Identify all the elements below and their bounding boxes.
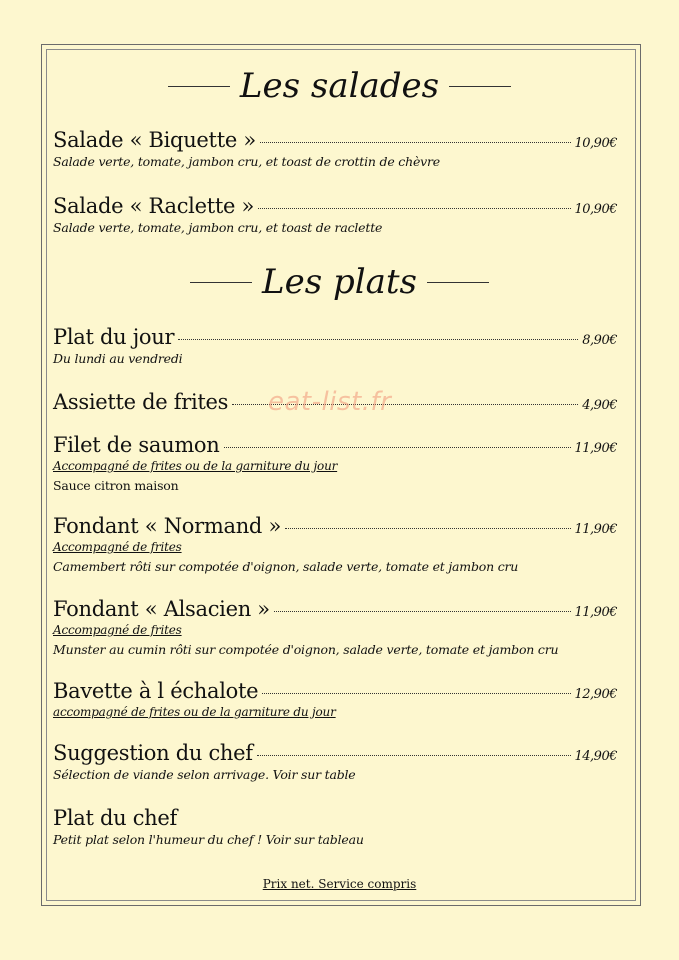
item-price: 8,90€ — [582, 333, 617, 348]
item-side-note: accompagné de frites ou de la garniture du jour — [53, 705, 336, 719]
item-price: 12,90€ — [574, 687, 617, 702]
title-rule-right — [427, 282, 489, 283]
menu-item-plat-du-jour — [53, 325, 623, 368]
item-price: 11,90€ — [574, 522, 617, 537]
item-description: Salade verte, tomate, jambon cru, et toast de raclette — [53, 220, 383, 235]
dot-leader — [258, 208, 570, 209]
item-name: Fondant « Normand » — [53, 514, 281, 538]
menu-item-fondant-normand — [53, 514, 623, 576]
item-description: Salade verte, tomate, jambon cru, et toast de crottin de chèvre — [53, 154, 440, 169]
item-description: Munster au cumin rôti sur compotée d'oignon, salade verte, tomate et jambon cru — [53, 642, 559, 657]
item-description: Du lundi au vendredi — [53, 351, 183, 366]
item-name: Fondant « Alsacien » — [53, 597, 270, 621]
menu-item-fondant-alsacien — [53, 597, 623, 659]
item-description: Sélection de viande selon arrivage. Voir sur table — [53, 767, 356, 782]
item-name: Salade « Raclette » — [53, 194, 255, 218]
section-title-text: Les salades — [239, 66, 440, 106]
section-title-salades — [0, 66, 679, 106]
dot-leader — [224, 447, 571, 448]
dot-leader — [260, 142, 571, 143]
menu-item-suggestion-du-chef — [53, 741, 623, 784]
section-title-plats — [0, 262, 679, 302]
item-description: Sauce citron maison — [53, 478, 179, 493]
item-side-note: Accompagné de frites — [53, 540, 182, 554]
footer-note: Prix net. Service compris — [262, 877, 417, 891]
menu-item-bavette — [53, 679, 623, 722]
item-price: 11,90€ — [574, 605, 617, 620]
item-name: Assiette de frites — [53, 390, 229, 414]
watermark: eat-list.fr — [268, 387, 392, 417]
dot-leader — [178, 339, 578, 340]
dot-leader — [285, 528, 571, 529]
menu-item-plat-du-chef — [53, 806, 623, 849]
item-name: Plat du chef — [53, 806, 178, 830]
item-name: Salade « Biquette » — [53, 128, 256, 152]
item-side-note: Accompagné de frites — [53, 623, 182, 637]
title-rule-left — [190, 282, 252, 283]
item-name: Filet de saumon — [53, 433, 220, 457]
item-side-note: Accompagné de frites ou de la garniture du jour — [53, 459, 338, 473]
dot-leader — [262, 693, 570, 694]
menu-item-salade-biquette — [53, 128, 623, 171]
title-rule-right — [449, 86, 511, 87]
title-rule-left — [168, 86, 230, 87]
menu-item-salade-raclette — [53, 194, 623, 237]
item-name: Plat du jour — [53, 325, 175, 349]
item-name: Bavette à l échalote — [53, 679, 259, 703]
item-price: 4,90€ — [582, 398, 617, 413]
item-name: Suggestion du chef — [53, 741, 253, 765]
dot-leader — [257, 755, 571, 756]
item-description: Petit plat selon l'humeur du chef ! Voir sur tableau — [53, 832, 364, 847]
section-title-text: Les plats — [262, 262, 417, 302]
dot-leader — [274, 611, 571, 612]
item-price: 10,90€ — [574, 136, 617, 151]
item-price: 14,90€ — [574, 749, 617, 764]
item-price: 11,90€ — [574, 441, 617, 456]
item-description: Camembert rôti sur compotée d'oignon, salade verte, tomate et jambon cru — [53, 559, 519, 574]
item-price: 10,90€ — [574, 202, 617, 217]
menu-item-filet-de-saumon — [53, 433, 623, 495]
